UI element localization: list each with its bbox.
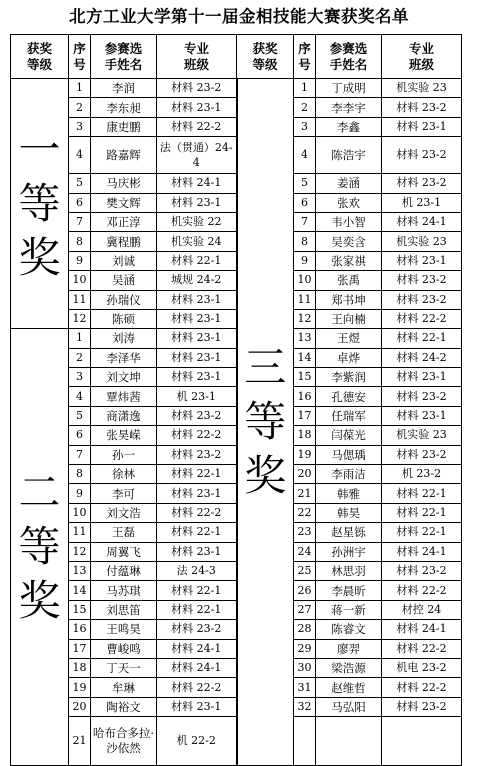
student-name: 卓烨 (316, 348, 382, 367)
empty-cell (382, 717, 462, 766)
row-number: 3 (69, 117, 91, 136)
student-class: 材料 23-1 (157, 290, 237, 309)
student-name: 李东昶 (91, 98, 157, 117)
table-row (11, 523, 462, 542)
student-class: 法 24-3 (157, 561, 237, 580)
row-number: 12 (69, 309, 91, 328)
student-class: 城规 24-2 (157, 271, 237, 290)
header-row (11, 35, 462, 79)
student-class: 机 22-2 (157, 717, 237, 766)
student-name: 姜涵 (316, 174, 382, 193)
student-name: 张欢 (316, 193, 382, 212)
rank-char: 一 (18, 124, 61, 174)
table-row (11, 98, 462, 117)
table-row (11, 174, 462, 193)
student-name: 冀程鹏 (91, 232, 157, 251)
table-row (11, 542, 462, 561)
student-class: 材料 22-1 (382, 503, 462, 522)
student-class: 材料 22-2 (157, 678, 237, 697)
student-name: 覃炜茜 (91, 387, 157, 406)
student-name: 李可 (91, 484, 157, 503)
student-class: 法（贯通）24-4 (157, 137, 237, 174)
student-class: 机实验 23 (382, 232, 462, 251)
student-name: 李紫润 (316, 368, 382, 387)
header-name: 参赛选 手姓名 (91, 35, 157, 79)
table-row (11, 212, 462, 231)
student-name: 韩昊 (316, 503, 382, 522)
row-number: 29 (294, 639, 316, 658)
student-name: 陈浩宇 (316, 137, 382, 174)
student-name: 孔德安 (316, 387, 382, 406)
student-class: 材料 23-2 (157, 79, 237, 98)
rank-char: 等 (244, 397, 287, 447)
student-name: 康吏鹏 (91, 117, 157, 136)
row-number: 7 (294, 212, 316, 231)
row-number: 31 (294, 678, 316, 697)
row-number: 18 (294, 426, 316, 445)
student-name: 孙一 (91, 445, 157, 464)
table-row (11, 329, 462, 348)
row-number: 2 (69, 98, 91, 117)
student-name: 韩雅 (316, 484, 382, 503)
row-number: 3 (294, 117, 316, 136)
student-class: 材料 23-1 (382, 406, 462, 425)
student-class: 材料 24-1 (157, 639, 237, 658)
rank-char: 奖 (244, 451, 287, 501)
row-number: 28 (294, 620, 316, 639)
student-name: 樊文辉 (91, 193, 157, 212)
student-name: 张禹 (316, 271, 382, 290)
student-class: 机实验 24 (157, 232, 237, 251)
award-table (10, 34, 462, 766)
student-class: 机 23-2 (382, 465, 462, 484)
table-row (11, 137, 462, 174)
student-class: 材料 23-1 (157, 484, 237, 503)
student-name: 邓正淳 (91, 212, 157, 231)
student-class: 材料 22-1 (382, 484, 462, 503)
row-number: 4 (294, 137, 316, 174)
student-name: 王鸣昊 (91, 620, 157, 639)
student-name: 刘文坤 (91, 368, 157, 387)
rank-char: 奖 (18, 576, 61, 626)
student-name: 王向楠 (316, 309, 382, 328)
row-number: 13 (69, 561, 91, 580)
student-class: 材料 23-1 (157, 98, 237, 117)
student-name: 哈布合多拉·沙依然 (91, 717, 157, 766)
student-class: 材料 24-1 (382, 542, 462, 561)
row-number: 3 (69, 368, 91, 387)
student-class: 材料 23-1 (157, 697, 237, 716)
row-number: 22 (294, 503, 316, 522)
student-name: 吴涵 (91, 271, 157, 290)
table-row (11, 251, 462, 270)
first-prize-label (11, 79, 69, 329)
student-class: 材料 22-2 (382, 581, 462, 600)
student-name: 张家祺 (316, 251, 382, 270)
rank-char: 奖 (18, 232, 61, 282)
row-number: 15 (69, 600, 91, 619)
third-prize-label (237, 79, 294, 766)
student-class: 材料 23-1 (382, 117, 462, 136)
student-class: 机实验 22 (157, 212, 237, 231)
row-number: 16 (294, 387, 316, 406)
student-name: 郑书坤 (316, 290, 382, 309)
student-name: 刘诚 (91, 251, 157, 270)
student-class: 材料 23-2 (157, 445, 237, 464)
table-row (11, 309, 462, 328)
table-row (11, 79, 462, 98)
row-number: 10 (294, 271, 316, 290)
student-name: 徐林 (91, 465, 157, 484)
row-number: 4 (69, 387, 91, 406)
student-class: 材料 24-1 (157, 174, 237, 193)
student-class: 材料 23-2 (382, 271, 462, 290)
table-row (11, 117, 462, 136)
row-number: 2 (69, 348, 91, 367)
student-name: 周翼飞 (91, 542, 157, 561)
table-row (11, 290, 462, 309)
row-number: 19 (69, 678, 91, 697)
student-name: 赵星铄 (316, 523, 382, 542)
student-class: 材料 23-2 (382, 387, 462, 406)
table-row (11, 406, 462, 425)
student-class: 材料 23-1 (157, 329, 237, 348)
student-class: 机电 23-2 (382, 658, 462, 677)
student-name: 陶裕文 (91, 697, 157, 716)
row-number: 1 (69, 79, 91, 98)
row-number: 2 (294, 98, 316, 117)
student-class: 材料 23-2 (382, 98, 462, 117)
table-row (11, 503, 462, 522)
row-number: 30 (294, 658, 316, 677)
student-name: 赵维哲 (316, 678, 382, 697)
row-number: 9 (69, 484, 91, 503)
student-class: 材料 22-2 (157, 426, 237, 445)
table-row (11, 697, 462, 716)
row-number: 8 (294, 232, 316, 251)
student-class: 材料 22-1 (157, 600, 237, 619)
row-number: 26 (294, 581, 316, 600)
table-row (11, 465, 462, 484)
student-name: 马苏琪 (91, 581, 157, 600)
table-row (11, 484, 462, 503)
student-name: 孙洲宇 (316, 542, 382, 561)
student-class: 材料 24-1 (382, 212, 462, 231)
rank-char: 等 (18, 522, 61, 572)
student-class: 材料 23-2 (382, 445, 462, 464)
row-number: 7 (69, 212, 91, 231)
student-class: 材料 24-2 (382, 348, 462, 367)
row-number: 25 (294, 561, 316, 580)
rank-char: 等 (18, 178, 61, 228)
row-number: 24 (294, 542, 316, 561)
student-name: 付蕴琳 (91, 561, 157, 580)
student-class: 材料 22-1 (157, 465, 237, 484)
row-number: 5 (69, 406, 91, 425)
table-row (11, 232, 462, 251)
row-number: 27 (294, 600, 316, 619)
student-class: 机实验 23 (382, 79, 462, 98)
student-name: 李鑫 (316, 117, 382, 136)
student-name: 闫葆光 (316, 426, 382, 445)
student-class: 机实验 23 (382, 426, 462, 445)
row-number: 8 (69, 232, 91, 251)
table-row (11, 678, 462, 697)
student-name: 商潇逸 (91, 406, 157, 425)
student-name: 李泽华 (91, 348, 157, 367)
row-number: 12 (294, 309, 316, 328)
table-row (11, 581, 462, 600)
table-row (11, 348, 462, 367)
student-class: 材料 23-1 (382, 368, 462, 387)
student-class: 材料 23-2 (382, 137, 462, 174)
table-row (11, 639, 462, 658)
student-class: 材料 22-2 (157, 503, 237, 522)
student-name: 王磊 (91, 523, 157, 542)
student-name: 林思羽 (316, 561, 382, 580)
header-number: 序 号 (294, 35, 316, 79)
student-class: 材料 22-1 (157, 251, 237, 270)
empty-cell (294, 717, 316, 766)
student-class: 材料 23-1 (157, 368, 237, 387)
student-name: 陈硕 (91, 309, 157, 328)
student-class: 材料 23-2 (157, 620, 237, 639)
student-name: 蒋一新 (316, 600, 382, 619)
student-name: 路嘉辉 (91, 137, 157, 174)
rank-char: 二 (18, 468, 61, 518)
student-class: 材料 23-1 (157, 542, 237, 561)
table-row (11, 426, 462, 445)
student-class: 材料 22-1 (157, 581, 237, 600)
row-number: 17 (294, 406, 316, 425)
row-number: 16 (69, 620, 91, 639)
student-name: 马弘阳 (316, 697, 382, 716)
student-class: 材料 22-1 (382, 523, 462, 542)
row-number: 4 (69, 137, 91, 174)
table-row (11, 387, 462, 406)
student-class: 材料 23-1 (157, 309, 237, 328)
row-number: 21 (294, 484, 316, 503)
row-number: 13 (294, 329, 316, 348)
table-row (11, 620, 462, 639)
header-number: 序 号 (69, 35, 91, 79)
student-class: 材料 23-1 (157, 348, 237, 367)
row-number: 11 (69, 523, 91, 542)
row-number: 5 (294, 174, 316, 193)
student-name: 丁天一 (91, 658, 157, 677)
student-name: 马庆彬 (91, 174, 157, 193)
student-name: 刘思笛 (91, 600, 157, 619)
row-number: 10 (69, 271, 91, 290)
student-name: 梁浩源 (316, 658, 382, 677)
student-class: 材料 22-2 (382, 639, 462, 658)
student-class: 材料 22-1 (157, 523, 237, 542)
row-number: 11 (69, 290, 91, 309)
student-class: 机 23-1 (382, 193, 462, 212)
student-name: 陈睿文 (316, 620, 382, 639)
student-class: 材控 24 (382, 600, 462, 619)
header-class: 专业 班级 (157, 35, 237, 79)
row-number: 32 (294, 697, 316, 716)
row-number: 1 (294, 79, 316, 98)
student-name: 李李宇 (316, 98, 382, 117)
page-title: 北方工业大学第十一届金相技能大赛获奖名单 (69, 7, 409, 26)
student-class: 材料 24-1 (382, 620, 462, 639)
student-class: 材料 23-2 (382, 697, 462, 716)
row-number: 8 (69, 465, 91, 484)
second-prize-label (11, 329, 69, 766)
row-number: 10 (69, 503, 91, 522)
header-name: 参赛选 手姓名 (316, 35, 382, 79)
table-row (11, 561, 462, 580)
table-row (11, 193, 462, 212)
row-number: 7 (69, 445, 91, 464)
row-number: 15 (294, 368, 316, 387)
student-class: 材料 23-2 (382, 561, 462, 580)
student-class: 材料 24-1 (157, 658, 237, 677)
row-number: 20 (69, 697, 91, 716)
student-class: 材料 23-1 (382, 251, 462, 270)
student-name: 孙瑞仪 (91, 290, 157, 309)
student-name: 李晨昕 (316, 581, 382, 600)
student-name: 曹峻鸣 (91, 639, 157, 658)
table-row (11, 368, 462, 387)
student-class: 材料 22-2 (382, 678, 462, 697)
table-row (11, 445, 462, 464)
student-name: 任瑞军 (316, 406, 382, 425)
table-row (11, 600, 462, 619)
student-name: 廖羿 (316, 639, 382, 658)
empty-cell (316, 717, 382, 766)
row-number: 1 (69, 329, 91, 348)
table-row (11, 271, 462, 290)
student-name: 刘涛 (91, 329, 157, 348)
table-row (11, 717, 462, 766)
row-number: 11 (294, 290, 316, 309)
row-number: 17 (69, 639, 91, 658)
row-number: 18 (69, 658, 91, 677)
student-class: 材料 22-2 (157, 117, 237, 136)
student-name: 李雨洁 (316, 465, 382, 484)
row-number: 23 (294, 523, 316, 542)
row-number: 6 (294, 193, 316, 212)
student-name: 马偲瑀 (316, 445, 382, 464)
student-name: 王煜 (316, 329, 382, 348)
student-class: 材料 22-1 (382, 329, 462, 348)
header-class: 专业 班级 (382, 35, 462, 79)
student-name: 牟琳 (91, 678, 157, 697)
row-number: 12 (69, 542, 91, 561)
student-name: 韦小智 (316, 212, 382, 231)
student-class: 材料 23-1 (157, 193, 237, 212)
student-name: 李润 (91, 79, 157, 98)
student-name: 张昊嵘 (91, 426, 157, 445)
row-number: 14 (294, 348, 316, 367)
row-number: 19 (294, 445, 316, 464)
header-award-level: 获奖 等级 (237, 35, 294, 79)
row-number: 9 (69, 251, 91, 270)
row-number: 9 (294, 251, 316, 270)
row-number: 6 (69, 426, 91, 445)
student-class: 材料 22-2 (382, 309, 462, 328)
student-class: 材料 23-2 (157, 406, 237, 425)
row-number: 21 (69, 717, 91, 766)
student-name: 刘文浩 (91, 503, 157, 522)
header-award-level: 获奖 等级 (11, 35, 69, 79)
row-number: 5 (69, 174, 91, 193)
student-name: 吴奕含 (316, 232, 382, 251)
student-class: 材料 23-2 (382, 290, 462, 309)
row-number: 14 (69, 581, 91, 600)
student-class: 材料 23-2 (382, 174, 462, 193)
student-class: 机 23-1 (157, 387, 237, 406)
row-number: 20 (294, 465, 316, 484)
table-row (11, 658, 462, 677)
row-number: 6 (69, 193, 91, 212)
rank-char: 三 (244, 343, 287, 393)
student-name: 丁成明 (316, 79, 382, 98)
